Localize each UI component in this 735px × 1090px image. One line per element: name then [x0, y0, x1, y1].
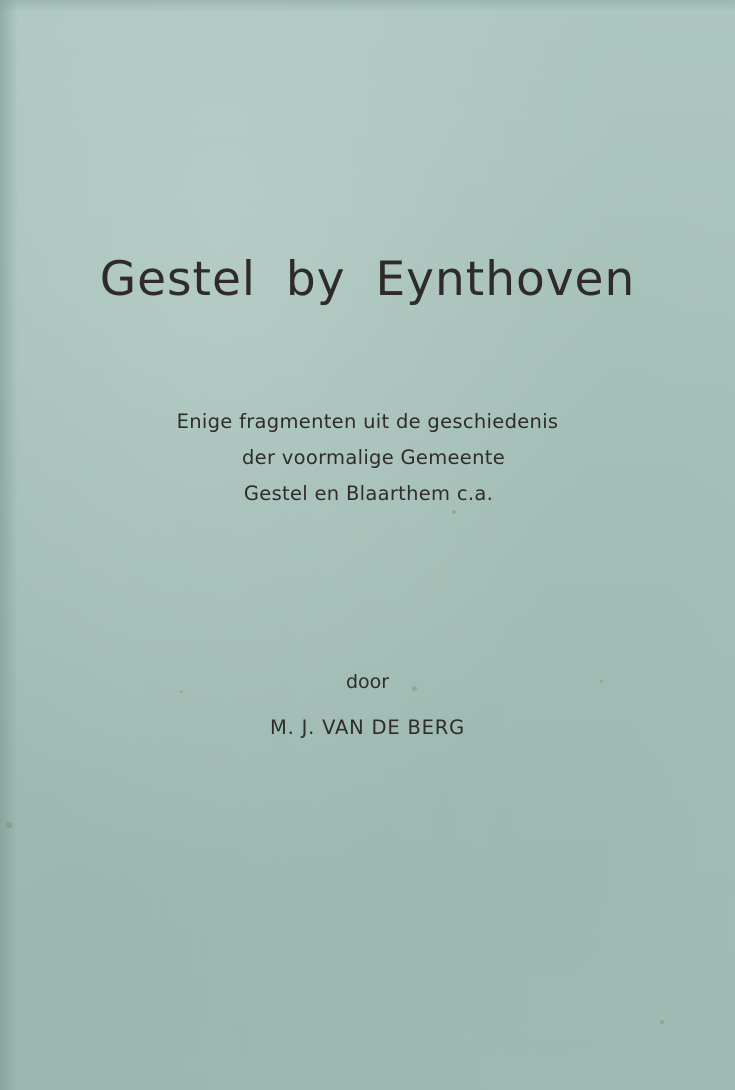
paper-speck [660, 1020, 664, 1024]
book-title: Gestel by Eynthoven [99, 252, 636, 307]
subtitle-line: Enige fragmenten uit de geschiedenis [176, 410, 559, 433]
by-label: door [345, 671, 390, 693]
cover-edge-shadow-top [0, 0, 735, 12]
book-subtitle [0, 404, 735, 512]
subtitle-line: der voormalige Gemeente [241, 446, 506, 469]
cover-edge-shadow-left [0, 0, 18, 1090]
author-name: M. J. VAN DE BERG [269, 716, 466, 739]
paper-speck [6, 822, 12, 828]
subtitle-line: Gestel en Blaarthem c.a. [243, 482, 494, 505]
